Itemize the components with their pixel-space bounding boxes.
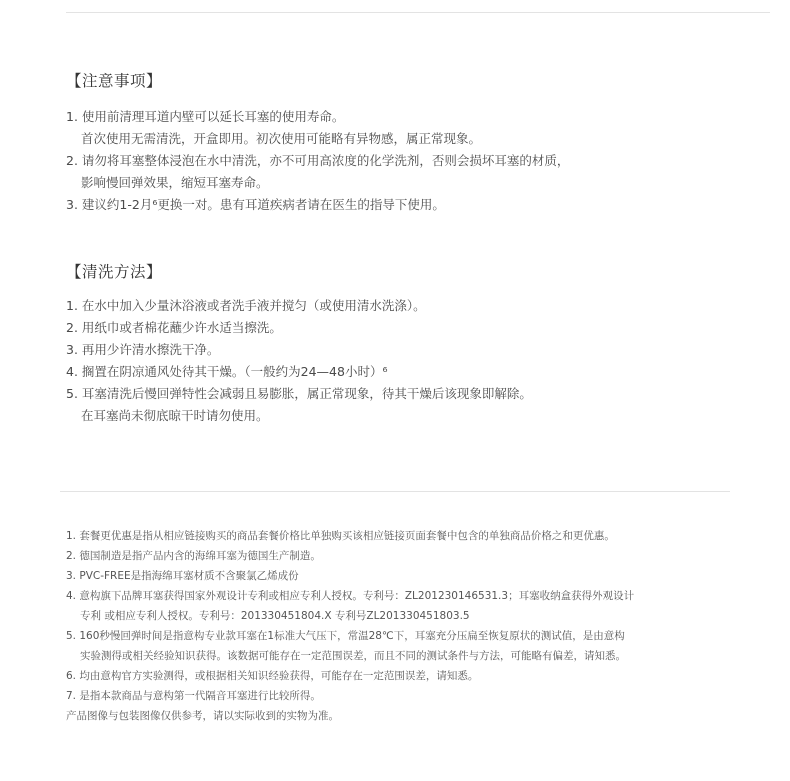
footnote-4-cont: 专利 或相应专利人授权。专利号：201330451804.X 专利号ZL201330451803.5 — [80, 610, 470, 622]
footnotes-list — [66, 526, 634, 726]
top-divider — [66, 12, 770, 13]
footnote-5-cont: 实验测得或相关经验知识获得。该数据可能存在一定范围误差，而且不同的测试条件与方法，可能略有偏差，请知悉。 — [80, 650, 626, 662]
cleaning-step-1: 1. 在水中加入少量沐浴液或者洗手液并搅匀（或使用清水洗涤）。 — [66, 298, 426, 313]
notice-line-2-cont: 影响慢回弹效果，缩短耳塞寿命。 — [81, 175, 269, 190]
product-image-disclaimer: 产品图像与包装图像仅供参考，请以实际收到的实物为准。 — [66, 710, 339, 722]
footnote-1: 1. 套餐更优惠是指从相应链接购买的商品套餐价格比单独购买该相应链接页面套餐中包含的单独商品价格之和更优惠。 — [66, 530, 615, 542]
footnote-7: 7. 是指本款商品与意构第一代隔音耳塞进行比较所得。 — [66, 690, 321, 702]
footnote-2: 2. 德国制造是指产品内含的海绵耳塞为德国生产制造。 — [66, 550, 321, 562]
notice-list — [66, 106, 569, 216]
notice-line-1: 1. 使用前清理耳道内壁可以延长耳塞的使用寿命。 — [66, 109, 345, 124]
footnote-5: 5. 160秒慢回弹时间是指意构专业款耳塞在1标准大气压下，常温28℃下，耳塞充分压扁至恢复原状的测试值，是由意构 — [66, 630, 625, 642]
cleaning-step-3: 3. 再用少许清水擦洗干净。 — [66, 342, 220, 357]
cleaning-step-5: 5. 耳塞清洗后慢回弹特性会减弱且易膨胀，属正常现象，待其干燥后该现象即解除。 — [66, 386, 532, 401]
footnote-3: 3. PVC-FREE是指海绵耳塞材质不含聚氯乙烯成份 — [66, 570, 299, 582]
cleaning-step-4: 4. 搁置在阴凉通风处待其干燥。（一般约为24—48小时）⁶ — [66, 364, 388, 379]
cleaning-step-5-cont: 在耳塞尚未彻底晾干时请勿使用。 — [81, 408, 269, 423]
footnote-6: 6. 均由意构官方实验测得，或根据相关知识经验获得，可能存在一定范围误差，请知悉。 — [66, 670, 479, 682]
footnote-4: 4. 意构旗下品牌耳塞获得国家外观设计专利或相应专利人授权。专利号：ZL201230146531.3；耳塞收纳盒获得外观设计 — [66, 590, 635, 602]
notice-line-3: 3. 建议约1-2月⁶更换一对。患有耳道疾病者请在医生的指导下使用。 — [66, 197, 445, 212]
cleaning-list — [66, 295, 532, 427]
notice-line-2: 2. 请勿将耳塞整体浸泡在水中清洗，亦不可用高浓度的化学洗剂，否则会损坏耳塞的材质， — [66, 153, 570, 168]
footnotes-divider — [60, 491, 730, 492]
cleaning-step-2: 2. 用纸巾或者棉花蘸少许水适当擦洗。 — [66, 320, 282, 335]
cleaning-section-title: 【清洗方法】 — [66, 263, 163, 281]
notice-section-title: 【注意事项】 — [66, 72, 163, 90]
notice-line-1-cont: 首次使用无需清洗，开盒即用。初次使用可能略有异物感，属正常现象。 — [81, 131, 482, 146]
